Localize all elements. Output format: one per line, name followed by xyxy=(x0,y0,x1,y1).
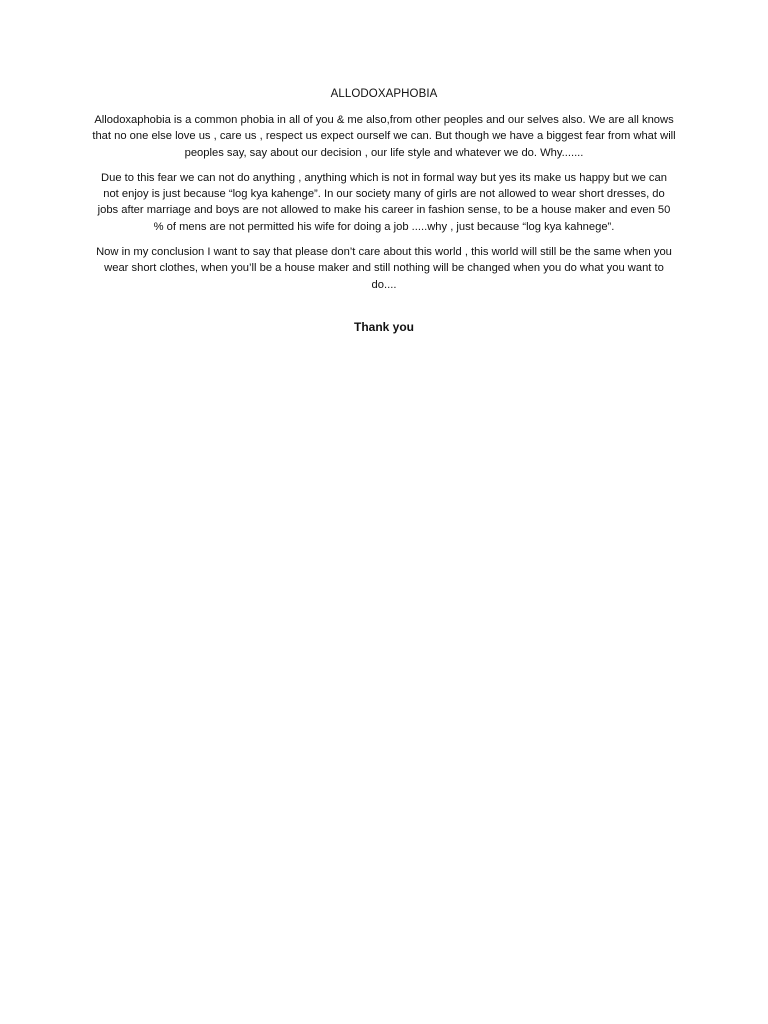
document-title: ALLODOXAPHOBIA xyxy=(330,88,438,100)
paragraph-conclusion: Now in my conclusion I want to say that please don’t care about this world , this world will still be the same when you wear short clothes, when you’ll be a house maker and still nothing will be changed when you do what you want to do.... xyxy=(96,246,672,291)
closing-text: Thank you xyxy=(353,319,414,334)
document-body xyxy=(92,86,676,335)
paragraph-fear: Due to this fear we can not do anything , anything which is not in formal way but yes its make us happy but we can not enjoy is just because “log kya kahenge”. In our society many of girls are not allowed to wear short dresses, do jobs after marriage and boys are not allowed to make his career in fashion sense, to be a house maker and even 50 % of mens are not permitted his wife for doing a job .....why , just because “log kya kahnege”. xyxy=(97,171,671,233)
paragraph-intro: Allodoxaphobia is a common phobia in all of you & me also,from other peoples and our selves also. We are all knows that no one else love us , care us , respect us expect ourself we can. But though we have a biggest fear from what will peoples say, say about our decision , our life style and whatever we do. Why....... xyxy=(92,114,676,159)
